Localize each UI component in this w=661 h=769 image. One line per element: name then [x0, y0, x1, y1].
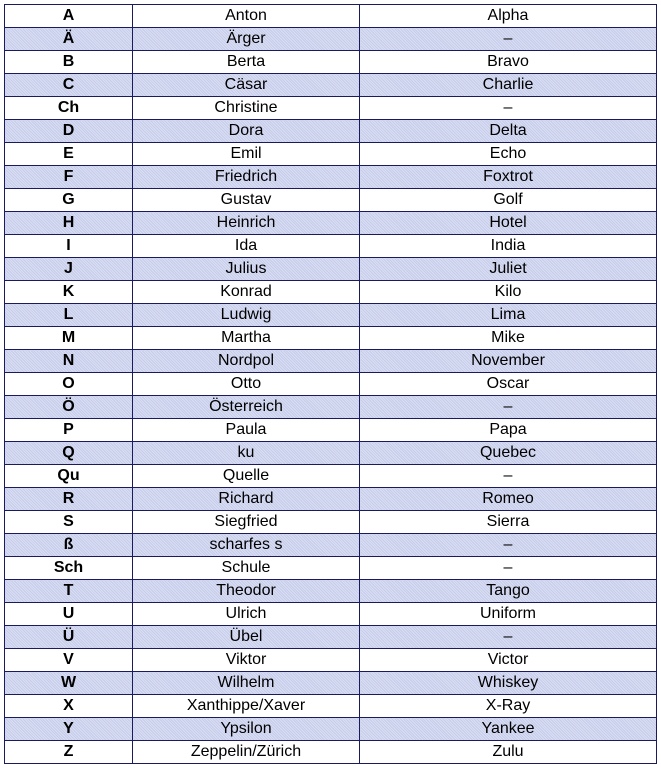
nato-word-cell: – [360, 557, 657, 580]
german-word-cell: Friedrich [133, 166, 360, 189]
nato-word-cell: Uniform [360, 603, 657, 626]
nato-word-cell: Bravo [360, 51, 657, 74]
letter-cell: Qu [5, 465, 133, 488]
table-row [5, 580, 657, 603]
table-row [5, 120, 657, 143]
table-row [5, 419, 657, 442]
table-row [5, 143, 657, 166]
german-word-cell: Wilhelm [133, 672, 360, 695]
table-row [5, 97, 657, 120]
letter-cell: L [5, 304, 133, 327]
letter-cell: ß [5, 534, 133, 557]
letter-cell: T [5, 580, 133, 603]
letter-cell: Ü [5, 626, 133, 649]
letter-cell: Z [5, 741, 133, 764]
nato-word-cell: Kilo [360, 281, 657, 304]
letter-cell: A [5, 5, 133, 28]
spelling-alphabet-table [4, 4, 657, 764]
table-row [5, 281, 657, 304]
nato-word-cell: Whiskey [360, 672, 657, 695]
table-row [5, 51, 657, 74]
nato-word-cell: Sierra [360, 511, 657, 534]
letter-cell: B [5, 51, 133, 74]
nato-word-cell: Hotel [360, 212, 657, 235]
nato-word-cell: Oscar [360, 373, 657, 396]
table-row [5, 304, 657, 327]
nato-word-cell: X-Ray [360, 695, 657, 718]
nato-word-cell: Yankee [360, 718, 657, 741]
nato-word-cell: Echo [360, 143, 657, 166]
letter-cell: O [5, 373, 133, 396]
nato-word-cell: Charlie [360, 74, 657, 97]
letter-cell: P [5, 419, 133, 442]
nato-word-cell: Juliet [360, 258, 657, 281]
spelling-alphabet-body [5, 5, 657, 764]
nato-word-cell: Alpha [360, 5, 657, 28]
table-row [5, 166, 657, 189]
nato-word-cell: Victor [360, 649, 657, 672]
table-row [5, 350, 657, 373]
nato-word-cell: Zulu [360, 741, 657, 764]
german-word-cell: Emil [133, 143, 360, 166]
german-word-cell: Martha [133, 327, 360, 350]
nato-word-cell: – [360, 97, 657, 120]
german-word-cell: Übel [133, 626, 360, 649]
spelling-alphabet-sheet [4, 4, 656, 764]
letter-cell: Ch [5, 97, 133, 120]
letter-cell: M [5, 327, 133, 350]
table-row [5, 235, 657, 258]
table-row [5, 603, 657, 626]
nato-word-cell: Romeo [360, 488, 657, 511]
table-row [5, 718, 657, 741]
german-word-cell: Paula [133, 419, 360, 442]
table-row [5, 189, 657, 212]
table-row [5, 373, 657, 396]
german-word-cell: scharfes s [133, 534, 360, 557]
letter-cell: X [5, 695, 133, 718]
nato-word-cell: Golf [360, 189, 657, 212]
letter-cell: Ä [5, 28, 133, 51]
german-word-cell: Xanthippe/Xaver [133, 695, 360, 718]
letter-cell: S [5, 511, 133, 534]
letter-cell: C [5, 74, 133, 97]
table-row [5, 258, 657, 281]
letter-cell: Q [5, 442, 133, 465]
nato-word-cell: Quebec [360, 442, 657, 465]
german-word-cell: Nordpol [133, 350, 360, 373]
nato-word-cell: Mike [360, 327, 657, 350]
letter-cell: V [5, 649, 133, 672]
letter-cell: F [5, 166, 133, 189]
nato-word-cell: Lima [360, 304, 657, 327]
table-row [5, 534, 657, 557]
nato-word-cell: Delta [360, 120, 657, 143]
nato-word-cell: – [360, 626, 657, 649]
german-word-cell: Ludwig [133, 304, 360, 327]
nato-word-cell: Tango [360, 580, 657, 603]
german-word-cell: Siegfried [133, 511, 360, 534]
table-row [5, 741, 657, 764]
table-row [5, 695, 657, 718]
table-row [5, 672, 657, 695]
table-row [5, 28, 657, 51]
german-word-cell: Ypsilon [133, 718, 360, 741]
german-word-cell: Schule [133, 557, 360, 580]
table-row [5, 465, 657, 488]
german-word-cell: Ulrich [133, 603, 360, 626]
letter-cell: K [5, 281, 133, 304]
letter-cell: E [5, 143, 133, 166]
german-word-cell: Anton [133, 5, 360, 28]
german-word-cell: Viktor [133, 649, 360, 672]
german-word-cell: Julius [133, 258, 360, 281]
nato-word-cell: November [360, 350, 657, 373]
german-word-cell: Richard [133, 488, 360, 511]
letter-cell: G [5, 189, 133, 212]
table-row [5, 396, 657, 419]
german-word-cell: Cäsar [133, 74, 360, 97]
letter-cell: Sch [5, 557, 133, 580]
letter-cell: D [5, 120, 133, 143]
german-word-cell: ku [133, 442, 360, 465]
german-word-cell: Heinrich [133, 212, 360, 235]
german-word-cell: Berta [133, 51, 360, 74]
german-word-cell: Otto [133, 373, 360, 396]
german-word-cell: Zeppelin/Zürich [133, 741, 360, 764]
nato-word-cell: Foxtrot [360, 166, 657, 189]
table-row [5, 511, 657, 534]
german-word-cell: Konrad [133, 281, 360, 304]
table-row [5, 212, 657, 235]
german-word-cell: Gustav [133, 189, 360, 212]
letter-cell: Y [5, 718, 133, 741]
letter-cell: R [5, 488, 133, 511]
letter-cell: W [5, 672, 133, 695]
letter-cell: U [5, 603, 133, 626]
nato-word-cell: – [360, 534, 657, 557]
table-row [5, 649, 657, 672]
nato-word-cell: India [360, 235, 657, 258]
german-word-cell: Ärger [133, 28, 360, 51]
letter-cell: N [5, 350, 133, 373]
table-row [5, 442, 657, 465]
german-word-cell: Ida [133, 235, 360, 258]
german-word-cell: Theodor [133, 580, 360, 603]
german-word-cell: Christine [133, 97, 360, 120]
nato-word-cell: – [360, 396, 657, 419]
letter-cell: J [5, 258, 133, 281]
german-word-cell: Quelle [133, 465, 360, 488]
table-row [5, 5, 657, 28]
letter-cell: Ö [5, 396, 133, 419]
nato-word-cell: – [360, 28, 657, 51]
german-word-cell: Dora [133, 120, 360, 143]
nato-word-cell: Papa [360, 419, 657, 442]
table-row [5, 557, 657, 580]
nato-word-cell: – [360, 465, 657, 488]
letter-cell: H [5, 212, 133, 235]
table-row [5, 74, 657, 97]
table-row [5, 626, 657, 649]
table-row [5, 327, 657, 350]
german-word-cell: Österreich [133, 396, 360, 419]
table-row [5, 488, 657, 511]
letter-cell: I [5, 235, 133, 258]
